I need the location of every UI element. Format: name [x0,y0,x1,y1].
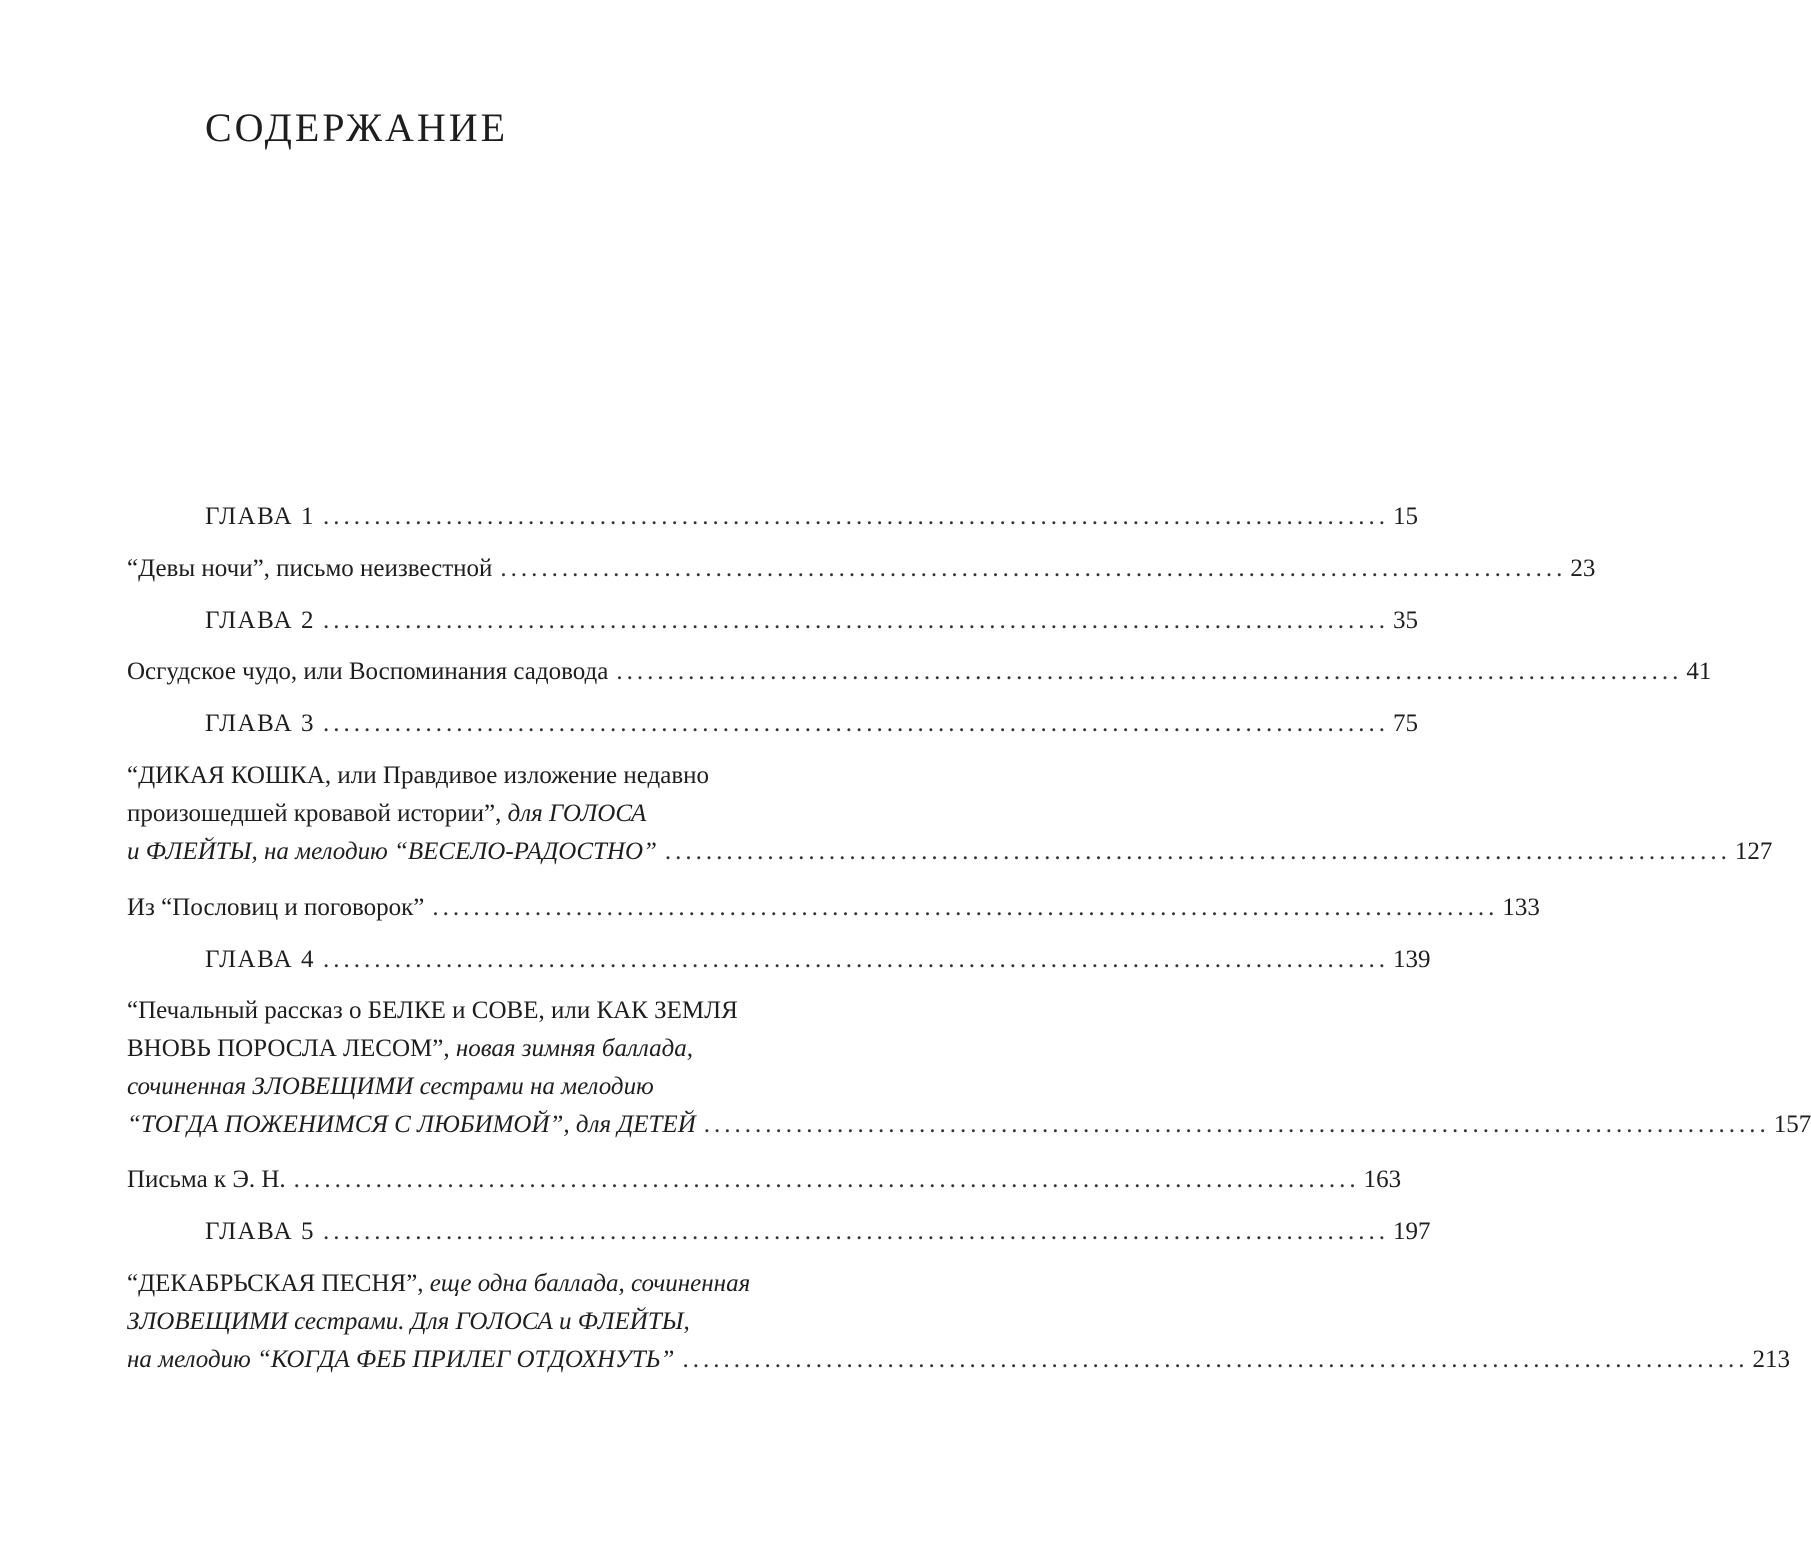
entry-subtitle: на мелодию “КОГДА ФЕБ ПРИЛЕГ ОТДОХНУТЬ” [127,1346,675,1373]
toc-entry-chapter-2[interactable] [127,602,1418,640]
dot-leader: ........................................................................................................ [323,1218,1389,1245]
entry-title-part: “ДЕКАБРЬСКАЯ ПЕСНЯ”, [127,1270,430,1297]
toc-entry[interactable] [127,1265,1790,1379]
page-number: 197 [1393,1218,1431,1245]
toc-entry[interactable] [127,889,1540,927]
entry-title-line [127,795,876,833]
toc-entry-chapter-4[interactable] [127,941,1431,979]
toc-entry-chapter-1[interactable] [127,498,1418,536]
dot-leader: ........................................................................................................ [500,555,1567,582]
dot-leader: ........................................................................................................ [323,710,1389,737]
entry-title-part: ВНОВЬ ПОРОСЛА ЛЕСОМ”, [127,1035,456,1062]
entry-title: ГЛАВА 1 [205,503,315,530]
entry-title: ГЛАВА 4 [205,946,315,973]
dot-leader: ........................................................................................................ [323,503,1389,530]
page-number: 35 [1393,607,1418,634]
page-number: 157 [1773,1111,1811,1138]
page-number: 133 [1502,894,1540,921]
dot-leader: ........................................................................................................ [323,946,1389,973]
entry-title: “Девы ночи”, письмо неизвестной [127,555,493,582]
entry-subtitle: и ФЛЕЙТЫ, на мелодию “ВЕСЕЛО-РАДОСТНО” [127,838,657,865]
toc-entry[interactable] [127,550,1596,588]
dot-leader: ........................................................................................................ [682,1346,1749,1373]
entry-title: Письма к Э. Н. [127,1166,286,1193]
dot-leader: ........................................................................................................ [703,1111,1770,1138]
entry-title-line [127,1030,876,1068]
toc-entry-chapter-3[interactable] [127,705,1418,743]
entry-subtitle: еще одна баллада, сочиненная [429,1270,751,1297]
entry-title: Осгудское чудо, или Воспоминания садовода [127,658,609,685]
page-number: 75 [1393,710,1418,737]
entry-title-line [127,1265,876,1303]
toc-entry[interactable] [127,1161,1402,1199]
entry-title: ГЛАВА 5 [205,1218,315,1245]
page-number: 15 [1393,503,1418,530]
entry-subtitle: новая зимняя баллада, [455,1035,693,1062]
page-number: 213 [1752,1346,1790,1373]
entry-subtitle: “ТОГДА ПОЖЕНИМСЯ С ЛЮБИМОЙ”, для ДЕТЕЙ [127,1111,696,1138]
page-number: 23 [1570,555,1596,582]
toc-entry-chapter-5[interactable] [127,1213,1431,1251]
entry-title-line: “Печальный рассказ о БЕЛКЕ и СОВЕ, или КАК ЗЕМЛЯ [127,997,738,1024]
entry-title-line: “ДИКАЯ КОШКА, или Правдивое изложение недавно [127,762,710,789]
dot-leader: ........................................................................................................ [664,838,1731,865]
toc-entry[interactable] [127,757,1773,871]
entry-title: ГЛАВА 2 [205,607,315,634]
dot-leader: ........................................................................................................ [323,607,1389,634]
toc-entry[interactable] [127,992,1811,1144]
entry-title: Из “Пословиц и поговорок” [127,894,425,921]
entry-subtitle-line: сочиненная ЗЛОВЕЩИМИ сестрами на мелодию [127,1073,654,1100]
entry-subtitle: для ГОЛОСА [507,800,647,827]
page-title: СОДЕРЖАНИЕ [205,105,509,150]
page-number: 163 [1363,1166,1402,1193]
page-number: 41 [1686,658,1712,685]
page-number: 127 [1734,838,1773,865]
dot-leader: ........................................................................................................ [432,894,1499,921]
dot-leader: ........................................................................................................ [616,658,1683,685]
dot-leader: ........................................................................................................ [293,1166,1360,1193]
page-number: 139 [1393,946,1431,973]
entry-title-part: произошедшей кровавой истории”, [127,800,508,827]
toc-entry[interactable] [127,653,1712,691]
entry-title: ГЛАВА 3 [205,710,315,737]
entry-subtitle-line: ЗЛОВЕЩИМИ сестрами. Для ГОЛОСА и ФЛЕЙТЫ, [127,1308,690,1335]
